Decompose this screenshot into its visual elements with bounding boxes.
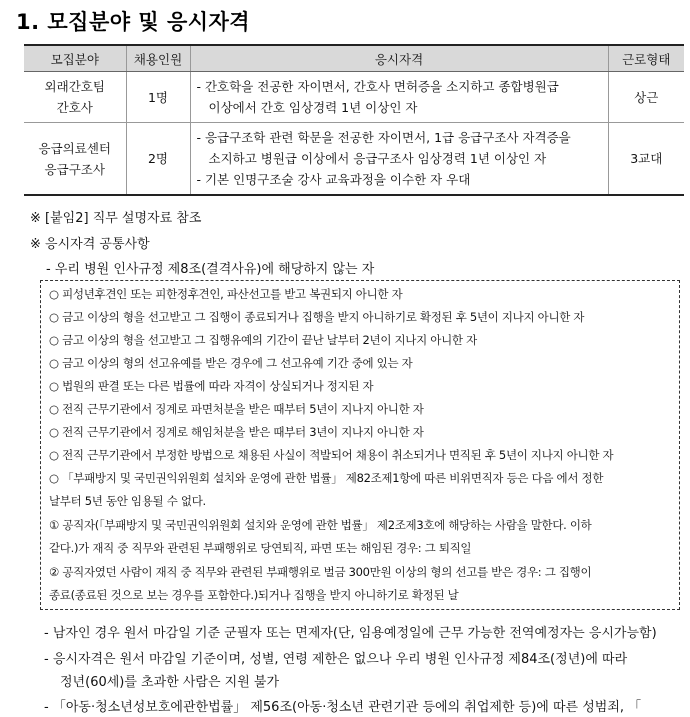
work-type-cell: 3교대 <box>608 123 684 196</box>
disqualification-item: ○ 금고 이상의 형의 선고유예를 받은 경우에 그 선고유예 기간 중에 있는 자 <box>49 356 413 370</box>
sex-crime-requirement: - 「아동·청소년성보호에관한법률」 제56조(아동·청소년 관련기관 등에의 취업제한 등)에 따른 성범죄, 「 <box>44 700 642 715</box>
field-dept: 외래간호팀 <box>44 79 105 94</box>
field-cell <box>24 123 126 196</box>
disqualification-item: ○ 피성년후견인 또는 피한정후견인, 파산선고를 받고 복권되지 아니한 자 <box>49 287 403 301</box>
disqualification-item: ○ 법원의 판결 또는 다른 법률에 따라 자격이 상실되거나 정지된 자 <box>49 379 374 393</box>
work-type-cell: 상근 <box>608 72 684 123</box>
header-work-type: 근로형태 <box>608 45 684 72</box>
field-role: 응급구조사 <box>44 161 105 177</box>
disqualification-item: 날부터 5년 동안 임용될 수 없다. <box>49 494 206 508</box>
age-requirement-cont: 정년(60세)를 초과한 사람은 지원 불가 <box>60 675 280 690</box>
military-requirement: - 남자인 경우 원서 마감일 기준 군필자 또는 면제자(단, 임용예정일에 근무 가능한 전역예정자는 응시가능함) <box>44 626 657 641</box>
disqualification-subitem: 종료(종료된 것으로 보는 경우를 포함한다.)되거나 집행을 받지 아니하기로 확정된 날 <box>49 588 459 602</box>
rule8-item: - 우리 병원 인사규정 제8조(결격사유)에 해당하지 않는 자 <box>46 262 375 277</box>
disqualification-subitem: ① 공직자(「부패방지 및 국민권익위원회 설치와 운영에 관한 법률」 제2조제3호에 해당하는 사람을 말한다. 이하 <box>49 518 592 532</box>
section-title: 1. 모집분야 및 응시자격 <box>16 10 251 34</box>
disqualification-item: ○ 전직 근무기관에서 부정한 방법으로 채용된 사실이 적발되어 채용이 취소되거나 면직된 후 5년이 지나지 아니한 자 <box>49 448 614 462</box>
count-cell: 1명 <box>126 72 190 123</box>
field-role: 간호사 <box>56 100 93 115</box>
qualification-cell <box>190 123 608 196</box>
disqualification-item: ○ 금고 이상의 형을 선고받고 그 집행유예의 기간이 끝난 날부터 2년이 지나지 아니한 자 <box>49 333 477 347</box>
header-field: 모집분야 <box>24 45 126 72</box>
age-requirement: - 응시자격은 원서 마감일 기준이며, 성별, 연령 제한은 없으나 우리 병원 인사규정 제84조(정년)에 따라 <box>44 652 628 667</box>
attachment-note: ※ [붙임2] 직무 설명자료 참조 <box>30 211 202 226</box>
disqualification-item: ○ 「부패방지 및 국민권익위원회 설치와 운영에 관한 법률」 제82조제1항에 따른 비위면직자 등은 다음 에서 정한 <box>49 471 604 485</box>
disqualification-item: ○ 전직 근무기관에서 징계로 파면처분을 받은 때부터 5년이 지나지 아니한 자 <box>49 402 424 416</box>
header-qualification: 응시자격 <box>190 45 608 72</box>
qualification-line: - 간호학을 전공한 자이면서, 간호사 면허증을 소지하고 종합병원급 <box>196 79 559 94</box>
qualification-cell <box>190 72 608 123</box>
disqualification-subitem: 같다.)가 재직 중 직무와 관련된 부패행위로 당연퇴직, 파면 또는 해임된 경우: 그 퇴직일 <box>49 541 472 555</box>
field-dept: 응급의료센터 <box>38 140 111 156</box>
disqualification-item: ○ 전직 근무기관에서 징계로 해임처분을 받은 때부터 3년이 지나지 아니한 자 <box>49 425 424 439</box>
table-row <box>24 123 684 196</box>
table-row <box>24 72 684 123</box>
common-requirements-note: ※ 응시자격 공통사항 <box>30 237 150 252</box>
qualification-line: - 응급구조학 관련 학문을 전공한 자이면서, 1급 응급구조사 자격증을 <box>196 130 571 145</box>
disqualification-item: ○ 금고 이상의 형을 선고받고 그 집행이 종료되거나 집행을 받지 아니하기로 확정된 후 5년이 지나지 아니한 자 <box>49 310 585 324</box>
field-cell <box>24 72 126 123</box>
qualification-line: - 기본 인명구조술 강사 교육과정을 이수한 자 우대 <box>196 172 471 187</box>
header-count: 채용인원 <box>126 45 190 72</box>
recruitment-table <box>24 44 684 196</box>
disqualification-subitem: ② 공직자였던 사람이 재직 중 직무와 관련된 부패행위로 벌금 300만원 이상의 형의 선고를 받은 경우: 그 집행이 <box>49 565 592 579</box>
count-cell: 2명 <box>126 123 190 196</box>
qualification-line: 이상에서 간호 임상경력 1년 이상인 자 <box>208 100 418 115</box>
qualification-line: 소지하고 병원급 이상에서 응급구조사 임상경력 1년 이상인 자 <box>208 151 547 166</box>
disqualification-box <box>40 280 680 610</box>
table-header-row <box>24 45 684 72</box>
